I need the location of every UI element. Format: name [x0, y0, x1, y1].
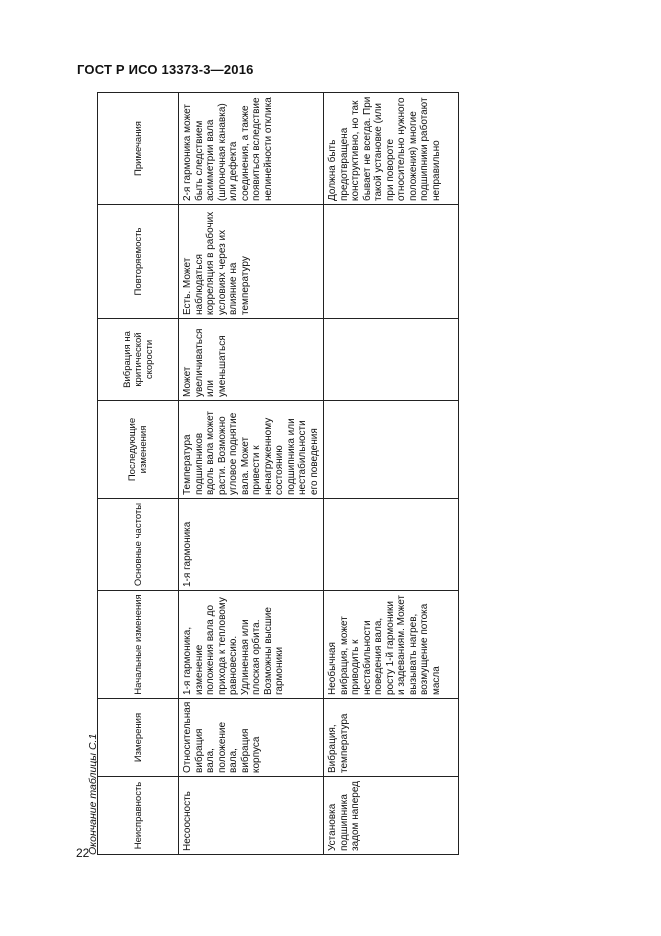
table-cell: Температура подшипников вдоль вала может расти. Возможно угловое поднятие вала. Может привести к ненагруженному состоянию подшипника или нестабильности его поведения: [179, 401, 324, 499]
column-header: Неисправность: [98, 777, 179, 855]
table-cell: 1-я гармоника: [179, 499, 324, 591]
table-header-row: [98, 93, 179, 855]
table-row: [324, 93, 459, 855]
column-header: Основные частоты: [98, 499, 179, 591]
table-cell: [324, 205, 459, 319]
column-header: Последующие изменения: [98, 401, 179, 499]
table-cell: Установка подшипника задом наперед: [324, 777, 459, 855]
table-caption: Окончание таблицы С.1: [87, 733, 99, 855]
table-cell: [324, 499, 459, 591]
rotated-table-container: [87, 93, 442, 855]
table-cell: [324, 319, 459, 401]
table-cell: Должна быть предотвращена конструктивно, но так бывает не всегда. При такой установке (или при повороте относительно нужного положения) многие подшипники работают неправильно: [324, 93, 459, 205]
column-header: Начальные изменения: [98, 591, 179, 699]
table-cell: 1-я гармоника, изменение положения вала до прихода к тепловому равновесию. Удлиненная или плоская орбита. Возможны высшие гармоники: [179, 591, 324, 699]
page-number: 22: [76, 846, 90, 860]
table-row: [179, 93, 324, 855]
document-title: ГОСТ Р ИСО 13373-3—2016: [77, 62, 254, 77]
column-header: Вибрация на критической скорости: [98, 319, 179, 401]
column-header: Измерения: [98, 699, 179, 777]
column-header: Примечания: [98, 93, 179, 205]
column-header: Повторяемость: [98, 205, 179, 319]
table-cell: Необычная вибрация, может приводить к нестабильности поведения вала, росту 1-й гармоники и задеваниям. Может вызывать нагрев, возмущение потока масла: [324, 591, 459, 699]
table-cell: Вибрация, температура: [324, 699, 459, 777]
table-cell: Есть. Может наблюдаться корреляция в рабочих условиях через их влияние на температуру: [179, 205, 324, 319]
table-cell: Может увеличиваться или уменьшаться: [179, 319, 324, 401]
table-cell: [324, 401, 459, 499]
fault-table: [97, 92, 459, 855]
table-cell: Несоосность: [179, 777, 324, 855]
table-cell: Относительная вибрация вала, положение вала, вибрация корпуса: [179, 699, 324, 777]
table-cell: 2-я гармоника может быть следствием асимметрии вала (шпоночная канавка) или дефекта соединения, а также появиться вследствие нелинейности отклика: [179, 93, 324, 205]
